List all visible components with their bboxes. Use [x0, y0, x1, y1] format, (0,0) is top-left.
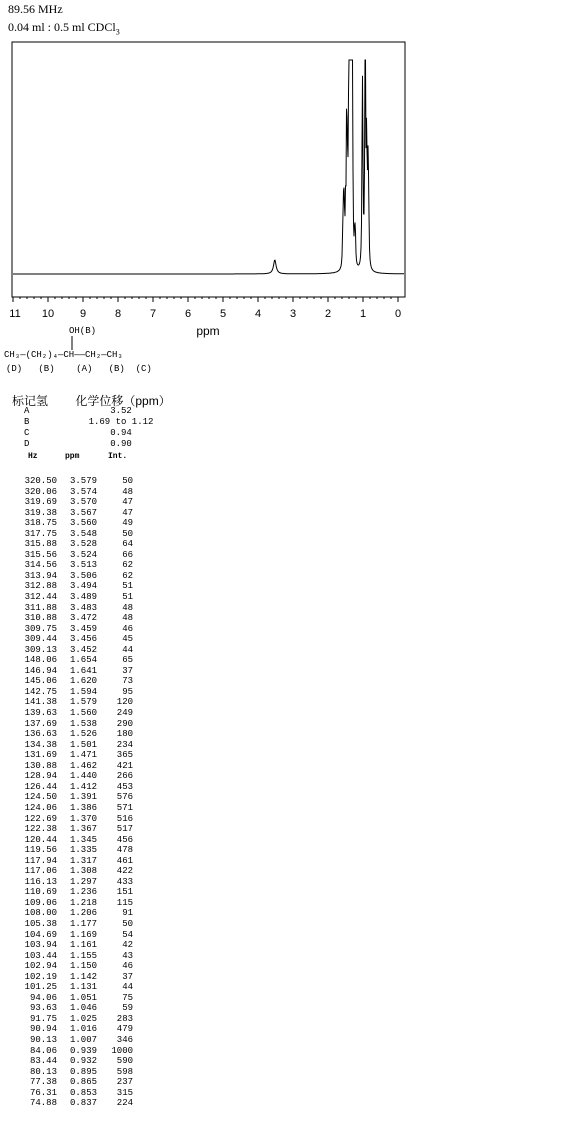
peak-int: 433 [116, 876, 133, 887]
peak-int: 315 [116, 1087, 133, 1098]
peak-row [0, 771, 570, 782]
peak-int: 517 [116, 824, 133, 835]
peak-ppm: 3.528 [70, 539, 98, 550]
peak-hz: 110.69 [24, 887, 57, 898]
peak-ppm: 1.641 [70, 665, 98, 676]
peak-row [0, 508, 570, 519]
peak-ppm: 3.524 [70, 549, 98, 560]
peak-row [0, 613, 570, 624]
peak-int: 576 [116, 792, 133, 803]
peak-row [0, 761, 570, 772]
peak-row [0, 729, 570, 740]
peak-row [0, 708, 570, 719]
peak-int: 46 [122, 623, 133, 634]
peak-row [0, 687, 570, 698]
peak-ppm: 3.513 [70, 560, 98, 571]
peak-hz: 90.94 [29, 1024, 57, 1035]
peak-int: 65 [122, 655, 133, 666]
peak-int: 51 [122, 581, 133, 592]
peak-ppm: 1.501 [70, 739, 98, 750]
peak-int: 62 [122, 560, 133, 571]
peak-row [0, 824, 570, 835]
peak-hz: 315.88 [24, 539, 57, 550]
peak-ppm: 1.594 [70, 686, 98, 697]
peak-hz: 120.44 [24, 834, 57, 845]
peak-hz: 119.56 [24, 845, 57, 856]
peak-int: 45 [122, 634, 133, 645]
peak-int: 479 [116, 1024, 133, 1035]
peak-ppm: 3.567 [70, 507, 98, 518]
peak-int: 346 [116, 1034, 133, 1045]
peak-hz: 137.69 [24, 718, 57, 729]
peak-int: 120 [116, 697, 133, 708]
peak-int: 48 [122, 613, 133, 624]
peak-ppm: 1.206 [70, 908, 98, 919]
peak-ppm: 1.169 [70, 929, 98, 940]
peak-row [0, 919, 570, 930]
x-tick-label: 1 [359, 308, 367, 320]
peak-row [0, 803, 570, 814]
shift-value: 0.90 [110, 439, 132, 449]
peak-int: 115 [116, 897, 133, 908]
peak-hz: 319.69 [24, 497, 57, 508]
peak-ppm: 1.155 [70, 950, 98, 961]
peak-row [0, 497, 570, 508]
peak-int: 46 [122, 961, 133, 972]
peak-row [0, 1003, 570, 1014]
peak-ppm: 3.574 [70, 486, 98, 497]
peak-row [0, 666, 570, 677]
proton-labels: (D) (B) (A) (B) (C) [6, 364, 152, 374]
peak-ppm: 1.412 [70, 781, 98, 792]
peak-hz: 142.75 [24, 686, 57, 697]
peak-row [0, 877, 570, 888]
peak-int: 453 [116, 781, 133, 792]
peak-hz: 91.75 [29, 1013, 57, 1024]
peak-row [0, 719, 570, 730]
peak-hz: 116.13 [24, 876, 57, 887]
peak-ppm: 3.489 [70, 592, 98, 603]
peak-row [0, 624, 570, 635]
peak-int: 598 [116, 1066, 133, 1077]
peak-hz: 128.94 [24, 771, 57, 782]
peak-hz: 145.06 [24, 676, 57, 687]
proton-label: B [24, 417, 30, 427]
peak-hz: 309.75 [24, 623, 57, 634]
peak-ppm: 1.177 [70, 918, 98, 929]
peak-int: 66 [122, 549, 133, 560]
peak-hz: 94.06 [29, 992, 57, 1003]
peak-hz: 313.94 [24, 570, 57, 581]
assignment-row [24, 439, 156, 450]
peak-int: 37 [122, 971, 133, 982]
peak-hz: 315.56 [24, 549, 57, 560]
peak-ppm: 1.620 [70, 676, 98, 687]
peak-row [0, 676, 570, 687]
peak-ppm: 1.654 [70, 655, 98, 666]
peak-ppm: 0.932 [70, 1056, 98, 1067]
header-int: Int. [108, 452, 128, 461]
shift-value: 3.52 [110, 406, 132, 416]
peak-int: 237 [116, 1077, 133, 1088]
peak-hz: 312.44 [24, 592, 57, 603]
peak-row [0, 898, 570, 909]
peak-row [0, 792, 570, 803]
peak-ppm: 1.471 [70, 750, 98, 761]
hydroxyl-label: OH(B) [69, 326, 97, 336]
peak-row [0, 1035, 570, 1046]
peak-hz: 148.06 [24, 655, 57, 666]
peak-int: 64 [122, 539, 133, 550]
peak-row [0, 550, 570, 561]
peak-int: 456 [116, 834, 133, 845]
peak-row [0, 1014, 570, 1025]
peak-int: 75 [122, 992, 133, 1003]
peak-hz: 314.56 [24, 560, 57, 571]
peak-row [0, 1056, 570, 1067]
peak-row [0, 814, 570, 825]
peak-ppm: 1.051 [70, 992, 98, 1003]
peak-row [0, 581, 570, 592]
molecule-structure [0, 0, 200, 378]
peak-row [0, 856, 570, 867]
x-tick-label: 0 [394, 308, 402, 320]
peak-row [0, 993, 570, 1004]
x-tick-label: 3 [289, 308, 297, 320]
peak-row [0, 845, 570, 856]
peak-hz: 312.88 [24, 581, 57, 592]
peak-row [0, 645, 570, 656]
peak-ppm: 1.367 [70, 824, 98, 835]
peak-ppm: 1.579 [70, 697, 98, 708]
peak-ppm: 1.218 [70, 897, 98, 908]
peak-ppm: 1.308 [70, 866, 98, 877]
peak-hz: 309.44 [24, 634, 57, 645]
peak-hz: 103.44 [24, 950, 57, 961]
peak-row [0, 476, 570, 487]
peak-row [0, 750, 570, 761]
peak-hz: 76.31 [29, 1087, 57, 1098]
peak-hz: 122.38 [24, 824, 57, 835]
solvent-ratio: 0.04 ml : 0.5 ml CDCl$_3$ [8, 20, 120, 37]
peak-ppm: 1.131 [70, 982, 98, 993]
peak-row [0, 634, 570, 645]
peak-row [0, 529, 570, 540]
peak-ppm: 3.483 [70, 602, 98, 613]
peak-row [0, 887, 570, 898]
peak-int: 49 [122, 518, 133, 529]
peak-row [0, 866, 570, 877]
peak-hz: 141.38 [24, 697, 57, 708]
peak-hz: 317.75 [24, 528, 57, 539]
peak-hz: 80.13 [29, 1066, 57, 1077]
peak-hz: 117.94 [24, 855, 57, 866]
peak-row [0, 940, 570, 951]
peak-row [0, 1067, 570, 1078]
peak-ppm: 1.236 [70, 887, 98, 898]
peak-int: 91 [122, 908, 133, 919]
peak-hz: 77.38 [29, 1077, 57, 1088]
spectrometer-frequency: 89.56 MHz [8, 2, 63, 16]
assignment-row [24, 417, 156, 428]
peak-hz: 311.88 [24, 602, 57, 613]
peak-hz: 124.50 [24, 792, 57, 803]
peak-row [0, 835, 570, 846]
peak-row [0, 697, 570, 708]
peak-row [0, 571, 570, 582]
peak-int: 37 [122, 665, 133, 676]
peak-ppm: 1.345 [70, 834, 98, 845]
assignment-row [24, 406, 156, 417]
peak-hz: 104.69 [24, 929, 57, 940]
peak-ppm: 3.570 [70, 497, 98, 508]
x-tick-label: 8 [114, 308, 122, 320]
peak-hz: 102.19 [24, 971, 57, 982]
assignment-col-label: 标记氢 [12, 394, 49, 408]
peak-ppm: 3.548 [70, 528, 98, 539]
peak-row [0, 592, 570, 603]
peak-hz: 101.25 [24, 982, 57, 993]
peak-hz: 319.38 [24, 507, 57, 518]
peak-int: 48 [122, 602, 133, 613]
peak-int: 516 [116, 813, 133, 824]
proton-label: A [24, 406, 30, 416]
peak-ppm: 0.865 [70, 1077, 98, 1088]
peak-row [0, 539, 570, 550]
peak-ppm: 0.895 [70, 1066, 98, 1077]
peak-hz: 130.88 [24, 760, 57, 771]
peak-ppm: 3.472 [70, 613, 98, 624]
peak-int: 461 [116, 855, 133, 866]
assignment-col-shift: 化学位移（ppm） [75, 394, 171, 408]
peak-row [0, 518, 570, 529]
peak-int: 43 [122, 950, 133, 961]
peak-ppm: 1.007 [70, 1034, 98, 1045]
peak-ppm: 1.142 [70, 971, 98, 982]
peak-ppm: 1.150 [70, 961, 98, 972]
peak-int: 234 [116, 739, 133, 750]
peak-row [0, 655, 570, 666]
peak-hz: 105.38 [24, 918, 57, 929]
peak-hz: 126.44 [24, 781, 57, 792]
peak-hz: 117.06 [24, 866, 57, 877]
formula-text: CH₃—(CH₂)₄—CH——CH₂—CH₃ [4, 350, 123, 360]
peak-ppm: 1.538 [70, 718, 98, 729]
peak-ppm: 3.579 [70, 476, 98, 486]
peak-hz: 108.00 [24, 908, 57, 919]
peak-hz: 310.88 [24, 613, 57, 624]
peak-hz: 320.50 [24, 476, 57, 486]
proton-label: D [24, 439, 30, 449]
x-tick-label: 10 [41, 308, 55, 320]
peak-int: 51 [122, 592, 133, 603]
peak-int: 290 [116, 718, 133, 729]
peak-int: 365 [116, 750, 133, 761]
peak-ppm: 1.335 [70, 845, 98, 856]
peak-hz: 83.44 [29, 1056, 57, 1067]
peak-int: 478 [116, 845, 133, 856]
peak-hz: 318.75 [24, 518, 57, 529]
header-hz: Hz [28, 452, 38, 461]
peak-int: 42 [122, 940, 133, 951]
peak-row [0, 1098, 570, 1109]
peak-row [0, 740, 570, 751]
header-ppm: ppm [65, 452, 80, 461]
peak-ppm: 1.462 [70, 760, 98, 771]
peak-int: 44 [122, 644, 133, 655]
peak-hz: 124.06 [24, 802, 57, 813]
peak-row [0, 908, 570, 919]
x-tick-label: 7 [149, 308, 157, 320]
peak-ppm: 0.939 [70, 1045, 98, 1056]
peak-int: 224 [116, 1098, 133, 1109]
peak-row [0, 972, 570, 983]
peak-hz: 122.69 [24, 813, 57, 824]
x-tick-label: 5 [219, 308, 227, 320]
peak-row [0, 951, 570, 962]
peak-int: 1000 [111, 1045, 133, 1056]
peak-int: 266 [116, 771, 133, 782]
peak-ppm: 1.440 [70, 771, 98, 782]
peak-ppm: 3.506 [70, 570, 98, 581]
x-tick-label: 9 [79, 308, 87, 320]
peak-row [0, 487, 570, 498]
peak-ppm: 1.317 [70, 855, 98, 866]
peak-ppm: 3.452 [70, 644, 98, 655]
peak-ppm: 1.370 [70, 813, 98, 824]
peak-ppm: 1.386 [70, 802, 98, 813]
peak-ppm: 0.837 [70, 1098, 98, 1109]
peak-ppm: 1.016 [70, 1024, 98, 1035]
assignment-row [24, 428, 156, 439]
peak-row [0, 930, 570, 941]
peak-int: 47 [122, 507, 133, 518]
peak-hz: 84.06 [29, 1045, 57, 1056]
peak-row [0, 961, 570, 972]
peak-ppm: 1.297 [70, 876, 98, 887]
peak-ppm: 1.025 [70, 1013, 98, 1024]
peak-int: 180 [116, 729, 133, 740]
peak-int: 421 [116, 760, 133, 771]
peak-int: 73 [122, 676, 133, 687]
peak-row [0, 1088, 570, 1099]
peak-int: 59 [122, 1003, 133, 1014]
peak-hz: 309.13 [24, 644, 57, 655]
peak-ppm: 3.456 [70, 634, 98, 645]
peak-ppm: 3.560 [70, 518, 98, 529]
peak-hz: 139.63 [24, 708, 57, 719]
peak-ppm: 0.853 [70, 1087, 98, 1098]
peak-int: 62 [122, 570, 133, 581]
shift-value: 0.94 [110, 428, 132, 438]
peak-hz: 109.06 [24, 897, 57, 908]
peak-int: 571 [116, 802, 133, 813]
peak-int: 151 [116, 887, 133, 898]
peak-list [0, 476, 570, 1109]
peak-hz: 134.38 [24, 739, 57, 750]
peak-int: 249 [116, 708, 133, 719]
peak-int: 590 [116, 1056, 133, 1067]
peak-ppm: 1.391 [70, 792, 98, 803]
peak-row [0, 603, 570, 614]
peak-int: 44 [122, 982, 133, 993]
peak-ppm: 1.161 [70, 940, 98, 951]
peak-hz: 93.63 [29, 1003, 57, 1014]
peak-row [0, 1024, 570, 1035]
x-tick-label: 2 [324, 308, 332, 320]
peak-hz: 320.06 [24, 486, 57, 497]
peak-row [0, 782, 570, 793]
peak-row [0, 1046, 570, 1057]
x-tick-label: 6 [184, 308, 192, 320]
peak-ppm: 1.526 [70, 729, 98, 740]
peak-hz: 146.94 [24, 665, 57, 676]
peak-row [0, 982, 570, 993]
peak-hz: 74.88 [29, 1098, 57, 1109]
proton-label: C [24, 428, 30, 438]
peak-ppm: 3.494 [70, 581, 98, 592]
peak-ppm: 1.560 [70, 708, 98, 719]
x-tick-label: 4 [254, 308, 262, 320]
peak-hz: 136.63 [24, 729, 57, 740]
shift-value: 1.69 to 1.12 [88, 417, 154, 427]
x-axis-label: ppm [196, 324, 220, 338]
assignment-table [24, 406, 156, 450]
peak-int: 48 [122, 486, 133, 497]
peak-int: 50 [122, 476, 133, 486]
peak-int: 422 [116, 866, 133, 877]
peak-hz: 102.94 [24, 961, 57, 972]
peak-int: 54 [122, 929, 133, 940]
peak-row [0, 560, 570, 571]
peak-hz: 103.94 [24, 940, 57, 951]
peak-ppm: 1.046 [70, 1003, 98, 1014]
peak-int: 47 [122, 497, 133, 508]
peak-ppm: 3.459 [70, 623, 98, 634]
peak-hz: 90.13 [29, 1034, 57, 1045]
peak-int: 95 [122, 686, 133, 697]
peak-row [0, 1077, 570, 1088]
peak-int: 283 [116, 1013, 133, 1024]
peak-hz: 131.69 [24, 750, 57, 761]
peak-int: 50 [122, 528, 133, 539]
peak-int: 50 [122, 918, 133, 929]
x-tick-label: 11 [9, 308, 21, 320]
